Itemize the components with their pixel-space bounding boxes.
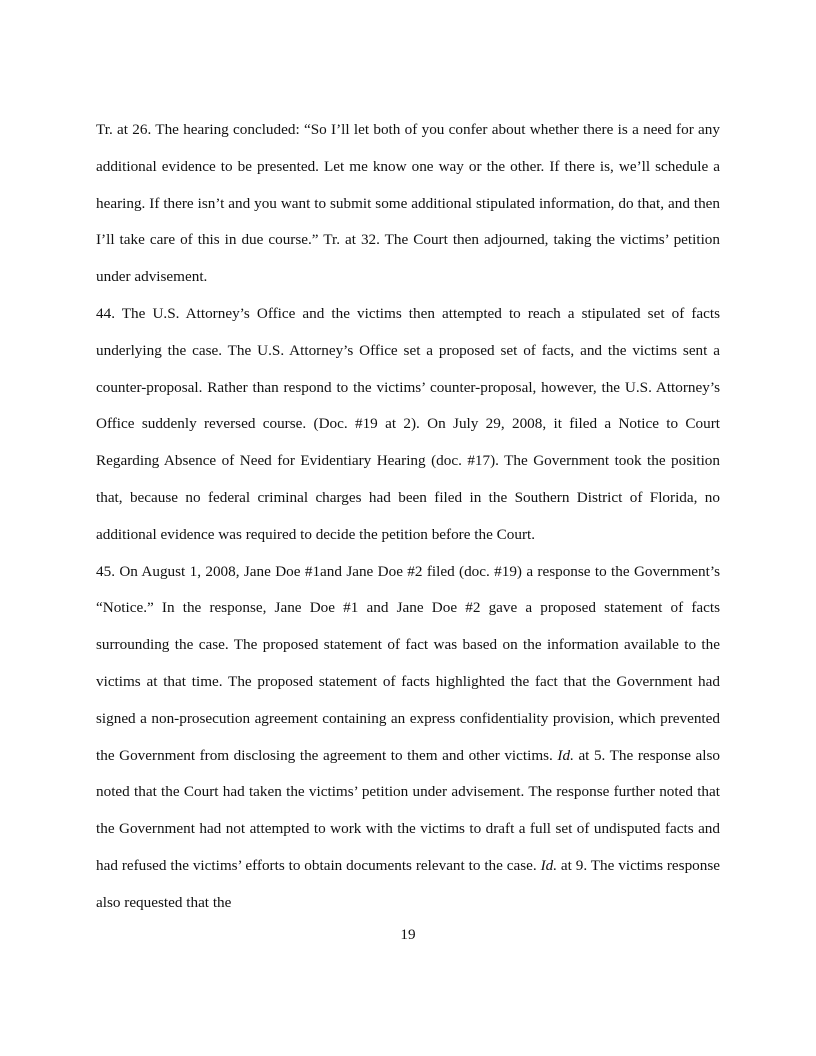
- text-segment: 45. On August 1, 2008, Jane Doe #1and Jane Doe #2 filed (doc. #19) a response to the Government’s “Notice.” In the response, Jane Doe #1 and Jane Doe #2 gave a proposed statement of facts surrounding the case. The proposed statement of fact was based on the information available to the victims at that time. The proposed statement of facts highlighted the fact that the Government had signed a non-prosecution agreement containing an express confidentiality provision, which prevented the Government from disclosing the agreement to them and other victims.: [96, 562, 720, 764]
- page-number: 19: [400, 926, 416, 943]
- paragraph-45: [96, 554, 720, 922]
- paragraph-continuation: [96, 112, 720, 296]
- text-segment: Tr. at 26. The hearing concluded: “So I’ll let both of you confer about whether there is a need for any additional evidence to be presented. Let me know one way or the other. If there is, we’ll schedule a hearing. If there isn’t and you want to submit some additional stipulated information, do that, and then I’ll take care of this in due course.” Tr. at 32. The Court then adjourned, taking the victims’ petition under advisement.: [96, 121, 720, 286]
- citation-id: Id.: [540, 856, 558, 874]
- body-text: [96, 112, 720, 922]
- text-segment: at 9. The victims response also requested that the: [96, 856, 720, 911]
- text-segment: 44. The U.S. Attorney’s Office and the victims then attempted to reach a stipulated set of facts underlying the case. The U.S. Attorney’s Office set a proposed set of facts, and the victims sent a counter-proposal. Rather than respond to the victims’ counter-proposal, however, the U.S. Attorney’s Office suddenly reversed course. (Doc. #19 at 2). On July 29, 2008, it filed a Notice to Court Regarding Absence of Need for Evidentiary Hearing (doc. #17). The Government took the position that, because no federal criminal charges had been filed in the Southern District of Florida, no additional evidence was required to decide the petition before the Court.: [96, 304, 720, 543]
- text-segment: at 5. The response also noted that the Court had taken the victims’ petition under advisement. The response further noted that the Government had not attempted to work with the victims to draft a full set of undisputed facts and had refused the victims’ efforts to obtain documents relevant to the case.: [96, 746, 720, 874]
- citation-id: Id.: [557, 746, 574, 764]
- paragraph-44: [96, 296, 720, 554]
